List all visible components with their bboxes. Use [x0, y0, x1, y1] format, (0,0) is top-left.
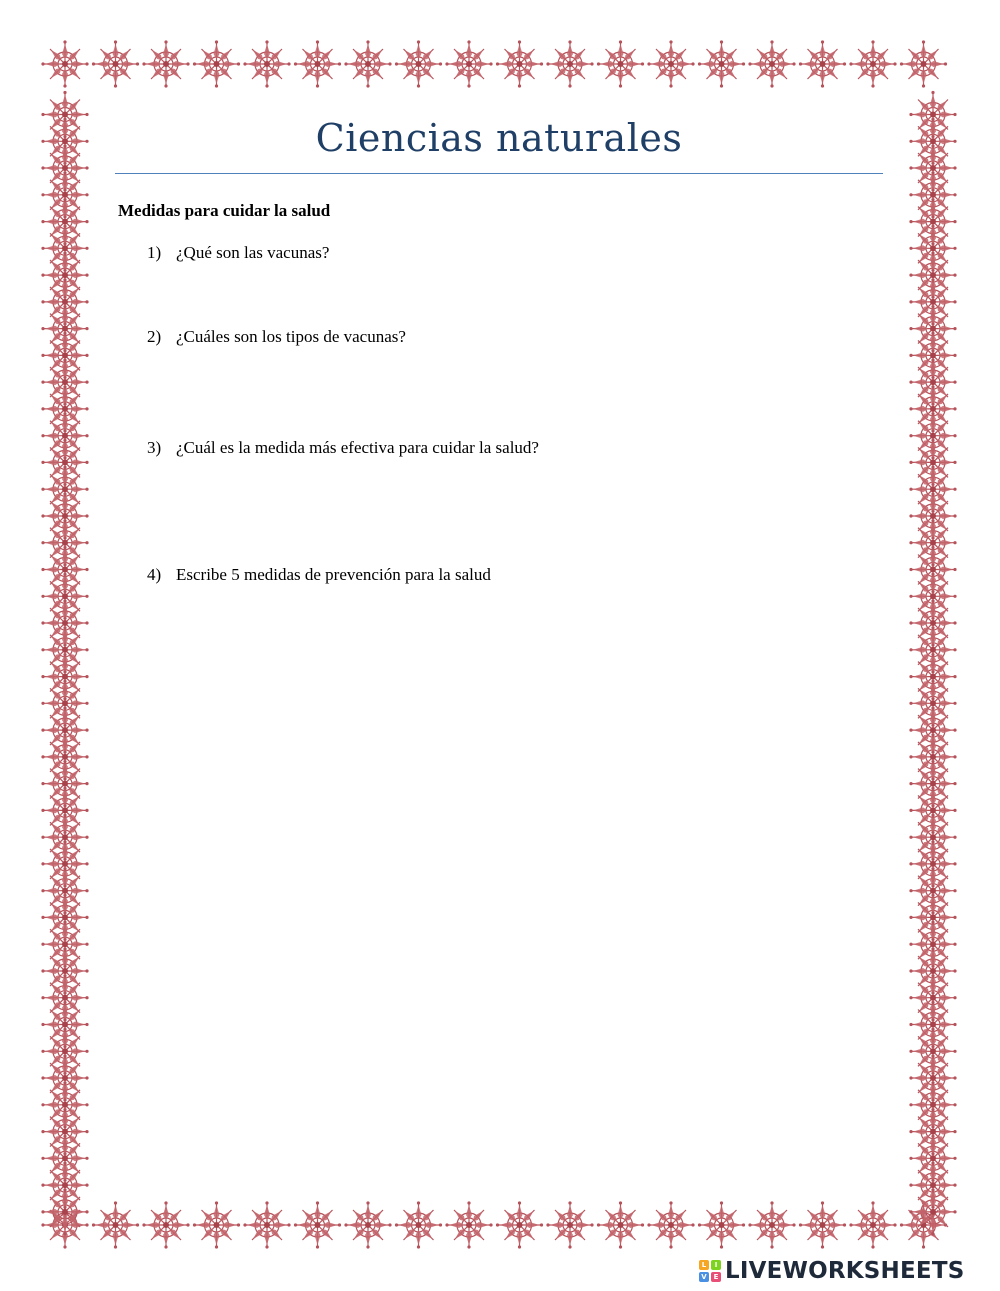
snowflake-ornament-icon [496, 1201, 543, 1248]
logo-letter-i: I [711, 1260, 721, 1270]
snowflake-ornament-icon [445, 40, 492, 87]
snowflake-ornament-icon [294, 1201, 341, 1248]
answer-area-3[interactable] [176, 468, 856, 508]
snowflake-ornament-icon [849, 40, 896, 87]
snowflake-ornament-icon [647, 1201, 694, 1248]
logo-letter-l: L [699, 1260, 709, 1270]
snowflake-ornament-icon [193, 1201, 240, 1248]
answer-area-1[interactable] [176, 270, 856, 310]
answer-area-2[interactable] [176, 356, 856, 396]
snowflake-ornament-icon [344, 1201, 391, 1248]
snowflake-ornament-icon [41, 1188, 88, 1235]
question-number: 2) [147, 327, 162, 346]
page-title: Ciencias naturales [315, 116, 683, 160]
logo-letter-e: E [711, 1272, 721, 1282]
snowflake-ornament-icon [647, 40, 694, 87]
snowflake-ornament-icon [243, 40, 290, 87]
snowflake-ornament-icon [41, 40, 88, 87]
question-number: 1) [147, 243, 162, 262]
snowflake-ornament-icon [597, 1201, 644, 1248]
snowflake-ornament-icon [92, 40, 139, 87]
question-number: 4) [147, 565, 162, 584]
answer-area-4[interactable] [176, 596, 856, 636]
question-text: Escribe 5 medidas de prevención para la salud [176, 565, 491, 584]
snowflake-ornament-icon [92, 1201, 139, 1248]
snowflake-ornament-icon [496, 40, 543, 87]
logo-letter-v: V [699, 1272, 709, 1282]
snowflake-ornament-icon [698, 40, 745, 87]
liveworksheets-brand [699, 1256, 964, 1286]
snowflake-ornament-icon [294, 40, 341, 87]
question-text: ¿Cuál es la medida más efectiva para cuidar la salud? [176, 438, 539, 457]
section-heading: Medidas para cuidar la salud [118, 201, 331, 220]
snowflake-ornament-icon [395, 40, 442, 87]
snowflake-ornament-icon [243, 1201, 290, 1248]
brand-name: LIVEWORKSHEETS [725, 1258, 965, 1284]
snowflake-ornament-icon [546, 40, 593, 87]
snowflake-ornament-icon [799, 40, 846, 87]
snowflake-ornament-icon [344, 40, 391, 87]
snowflake-ornament-icon [445, 1201, 492, 1248]
liveworksheets-logo-icon [699, 1260, 721, 1282]
snowflake-ornament-icon [698, 1201, 745, 1248]
question-number: 3) [147, 438, 162, 457]
snowflake-ornament-icon [193, 40, 240, 87]
question-1 [147, 243, 329, 263]
snowflake-ornament-icon [142, 1201, 189, 1248]
snowflake-ornament-icon [909, 1188, 956, 1235]
snowflake-ornament-icon [799, 1201, 846, 1248]
question-2 [147, 327, 406, 347]
snowflake-ornament-icon [142, 40, 189, 87]
title-underline [115, 173, 883, 174]
snowflake-ornament-icon [900, 1201, 947, 1248]
snowflake-ornament-icon [748, 1201, 795, 1248]
question-3 [147, 438, 539, 458]
question-text: ¿Cuáles son los tipos de vacunas? [176, 327, 406, 346]
question-text: ¿Qué son las vacunas? [176, 243, 330, 262]
snowflake-ornament-icon [849, 1201, 896, 1248]
snowflake-ornament-icon [597, 40, 644, 87]
snowflake-ornament-icon [395, 1201, 442, 1248]
snowflake-ornament-icon [546, 1201, 593, 1248]
question-4 [147, 565, 491, 585]
snowflake-ornament-icon [748, 40, 795, 87]
snowflake-ornament-icon [900, 40, 947, 87]
